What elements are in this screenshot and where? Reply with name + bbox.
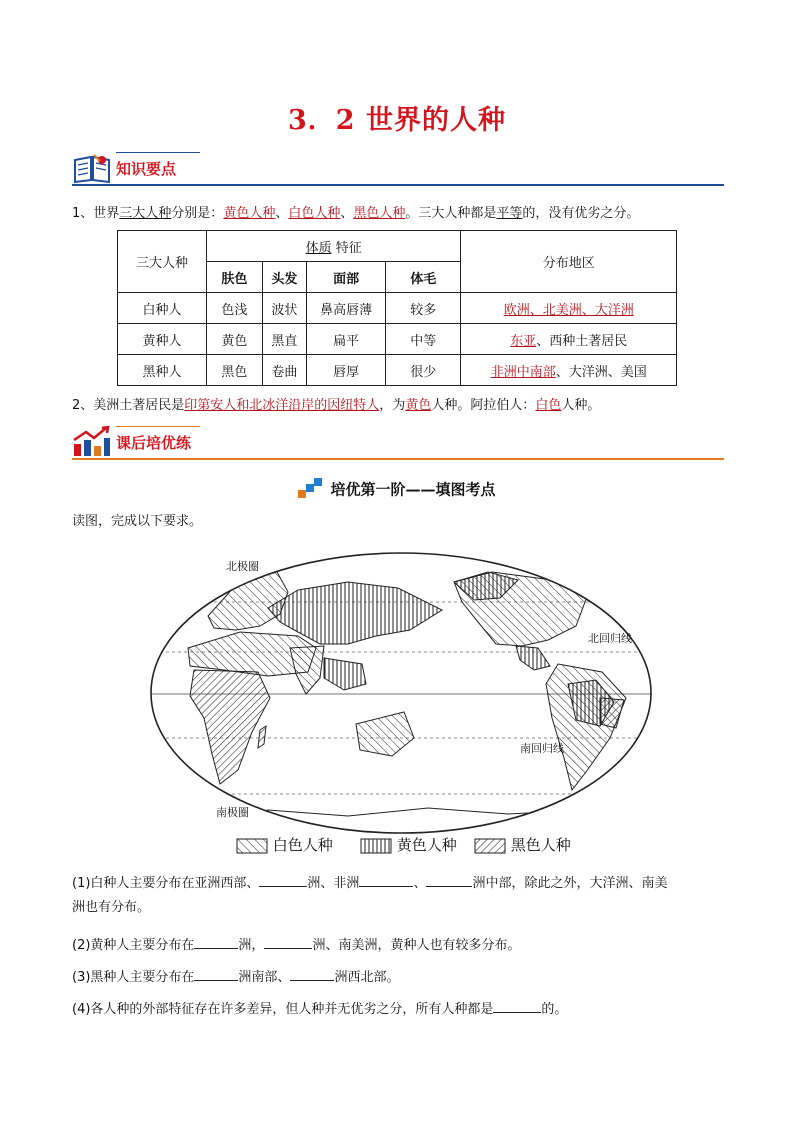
answer-blank[interactable] — [194, 966, 238, 981]
table-row: 黄种人 黄色 黑直 扁平 中等 东亚、西种土著居民 — [118, 324, 677, 355]
steps-icon — [298, 478, 324, 502]
header-race: 三大人种 — [118, 231, 207, 293]
label-arctic-circle: 北极圈 — [226, 560, 259, 573]
header-distribution: 分布地区 — [461, 231, 677, 293]
question-1: (1)白种人主要分布在亚洲西部、 洲、非洲 、 洲中部，除此之外，大洋洲、南美 洲也有分布。 — [72, 872, 732, 920]
question-2: (2)黄种人主要分布在 洲， 洲、南美洲，黄种人也有较多分布。 — [72, 934, 732, 958]
label-tropic-capricorn: 南回归线 — [520, 742, 564, 755]
table-row: 黑种人 黑色 卷曲 唇厚 很少 非洲中南部、大洋洲、美国 — [118, 355, 677, 386]
answer-blank[interactable] — [493, 998, 541, 1013]
answer-blank[interactable] — [259, 872, 307, 887]
answer-blank[interactable] — [290, 966, 334, 981]
label-antarctic-circle: 南极圈 — [216, 806, 249, 819]
knowledge-point-1: 1、世界三大人种分别是：黄色人种、白色人种、黑色人种。三大人种都是平等的，没有优劣之分。 — [72, 206, 640, 221]
table-row: 白种人 色浅 波状 鼻高唇薄 较多 欧洲、北美洲、大洋洲 — [118, 293, 677, 324]
section-label-knowledge: 知识要点 — [116, 160, 177, 178]
page-title: 3．2 世界的人种 — [288, 105, 506, 136]
question-4: (4)各人种的外部特征存在许多差异，但人种并无优劣之分，所有人种都是 的。 — [72, 998, 732, 1022]
section-header-knowledge — [72, 152, 724, 186]
answer-blank[interactable] — [194, 934, 238, 949]
section-label-practice: 课后培优练 — [116, 434, 192, 452]
legend-item-yellow: 黄色人种 — [360, 834, 457, 855]
instruction: 读图，完成以下要求。 — [72, 514, 203, 529]
race-table — [117, 230, 677, 386]
world-race-map — [148, 548, 654, 858]
bar-chart-icon — [72, 426, 112, 462]
map-legend — [236, 834, 596, 856]
answer-blank[interactable] — [426, 872, 472, 887]
header-body-hair: 体毛 — [386, 262, 461, 293]
legend-item-black: 黑色人种 — [474, 834, 571, 855]
book-icon — [72, 152, 112, 188]
header-feature: 体质 特征 — [206, 231, 461, 262]
header-face: 面部 — [306, 262, 385, 293]
sub-title: 培优第一阶——填图考点 — [0, 478, 794, 502]
knowledge-point-2: 2、美洲土著居民是印第安人和北冰洋沿岸的因纽特人，为黄色人种。阿拉伯人：白色人种。 — [72, 398, 601, 413]
label-tropic-cancer: 北回归线 — [588, 632, 632, 645]
legend-item-white: 白色人种 — [236, 834, 333, 855]
answer-blank[interactable] — [359, 872, 413, 887]
header-hair: 头发 — [262, 262, 306, 293]
section-header-practice — [72, 426, 724, 460]
header-skin: 肤色 — [206, 262, 262, 293]
answer-blank[interactable] — [264, 934, 312, 949]
question-3: (3)黑种人主要分布在 洲南部、 洲西北部。 — [72, 966, 732, 990]
